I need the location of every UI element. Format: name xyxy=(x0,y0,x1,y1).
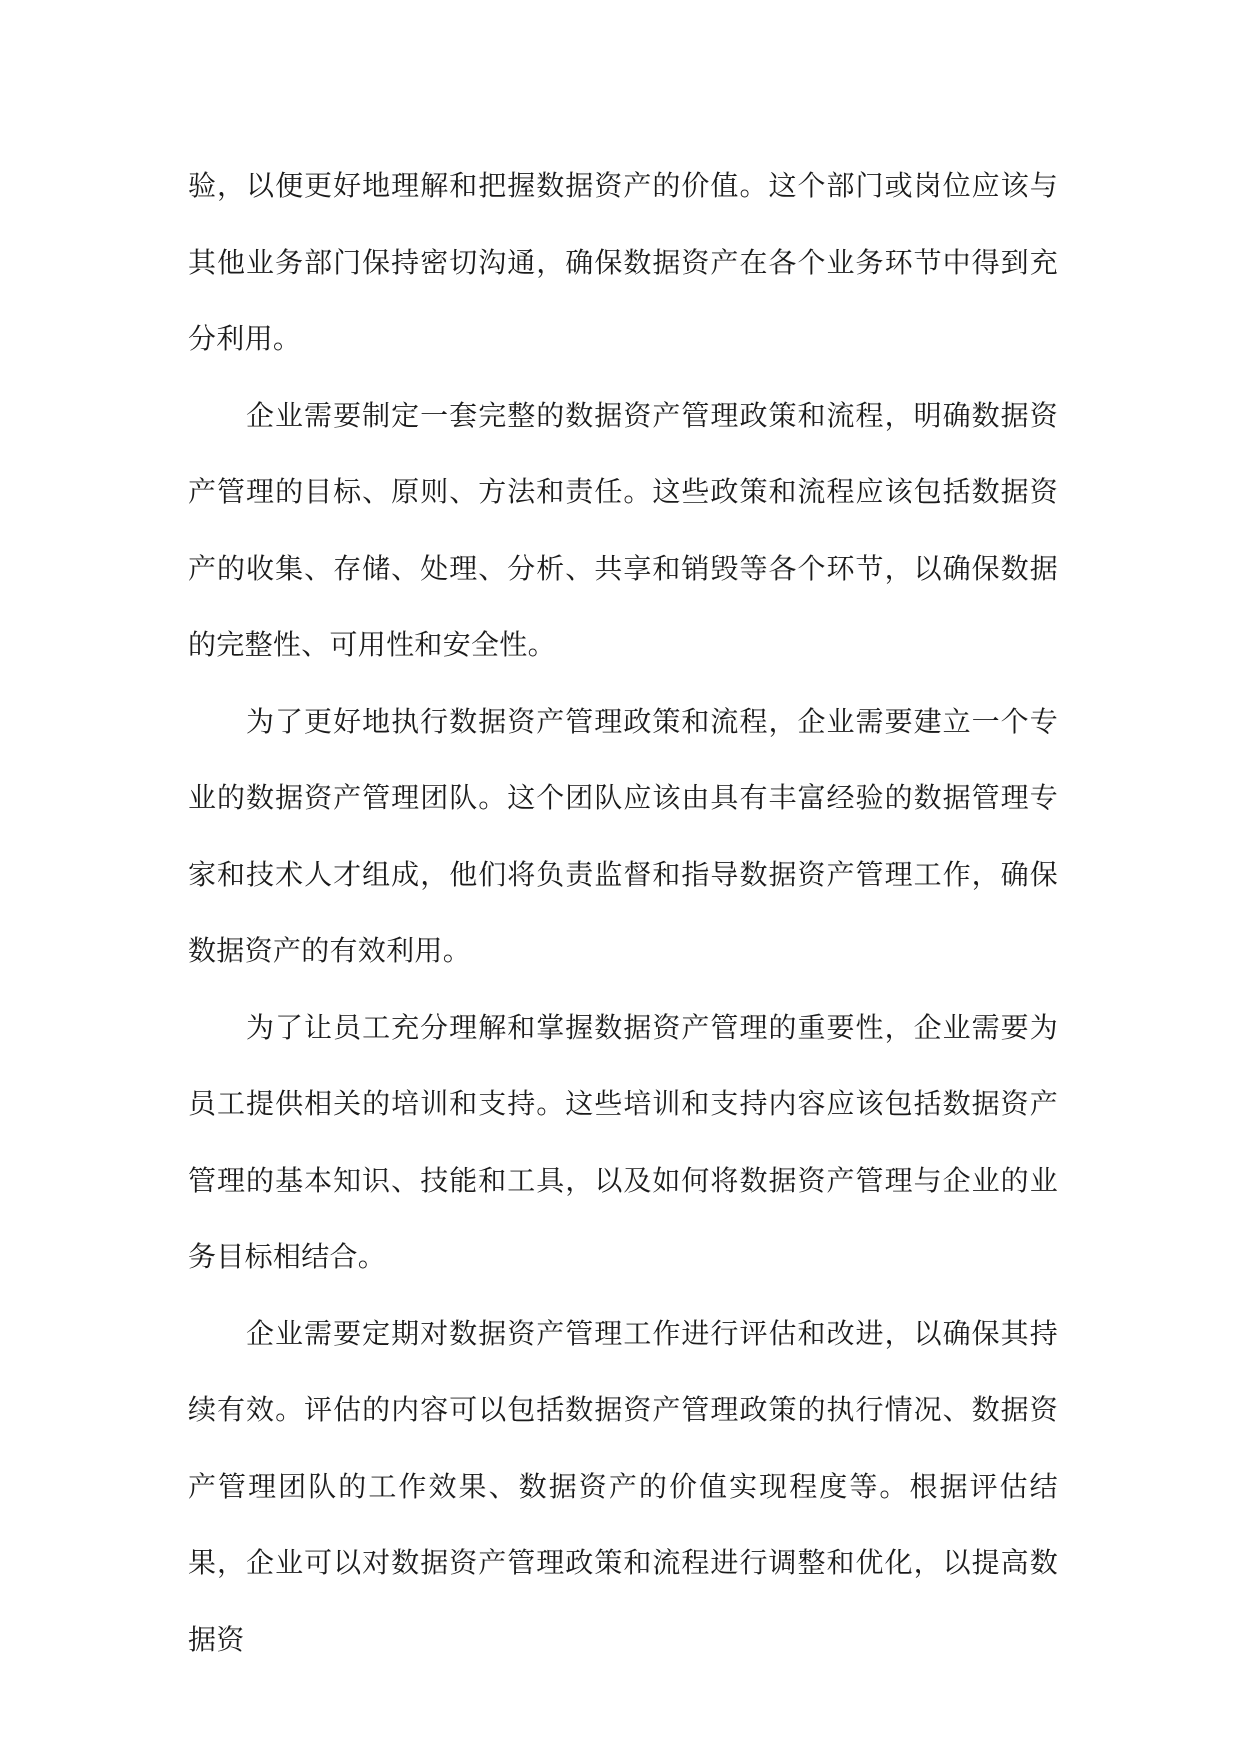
paragraph-5: 企业需要定期对数据资产管理工作进行评估和改进，以确保其持续有效。评估的内容可以包括数据资产管理政策的执行情况、数据资产管理团队的工作效果、数据资产的价值实现程度等。根据评估结果，企业可以对数据资产管理政策和流程进行调整和优化，以提高数据资 xyxy=(188,1316,1058,1656)
paragraph-1: 验，以便更好地理解和把握数据资产的价值。这个部门或岗位应该与其他业务部门保持密切沟通，确保数据资产在各个业务环节中得到充分利用。 xyxy=(188,169,1058,355)
paragraph-4: 为了让员工充分理解和掌握数据资产管理的重要性，企业需要为员工提供相关的培训和支持。这些培训和支持内容应该包括数据资产管理的基本知识、技能和工具，以及如何将数据资产管理与企业的业务目标相结合。 xyxy=(188,1010,1058,1273)
document-body xyxy=(188,148,1058,1678)
paragraph-2: 企业需要制定一套完整的数据资产管理政策和流程，明确数据资产管理的目标、原则、方法和责任。这些政策和流程应该包括数据资产的收集、存储、处理、分析、共享和销毁等各个环节，以确保数据的完整性、可用性和安全性。 xyxy=(188,398,1058,661)
paragraph-3: 为了更好地执行数据资产管理政策和流程，企业需要建立一个专业的数据资产管理团队。这个团队应该由具有丰富经验的数据管理专家和技术人才组成，他们将负责监督和指导数据资产管理工作，确保数据资产的有效利用。 xyxy=(188,704,1058,967)
